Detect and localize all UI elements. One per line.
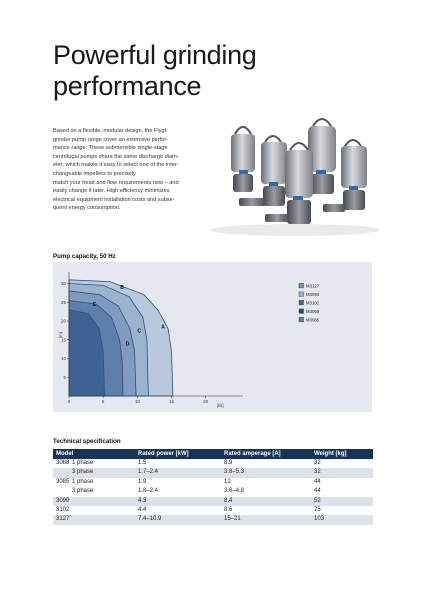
cell-power: 1.5 <box>138 460 147 466</box>
x-tick-label: 20 <box>203 399 209 404</box>
intro-line: centrifugal pumps share the same discharge diam- <box>53 153 179 160</box>
curve-label: E <box>92 302 97 308</box>
cell-amperage: 3.8–5.3 <box>221 468 311 477</box>
curve-label: D <box>125 341 130 348</box>
x-tick-label: 10 <box>134 399 140 404</box>
intro-line: electrical equipment installation costs and subse- <box>53 196 175 203</box>
y-tick-label: 15 <box>60 337 66 343</box>
cell-model: 3 phase <box>72 488 94 495</box>
table-row <box>53 478 373 487</box>
table-row <box>53 459 373 468</box>
y-tick-label: 5 <box>63 374 66 380</box>
cell-model: 3068 1 phase <box>56 460 94 466</box>
spec-title: Technical specification <box>53 438 121 445</box>
curve-label: C <box>137 328 141 335</box>
legend-entry: M3090 <box>306 291 320 297</box>
header-power: Rated power [kW] <box>135 449 221 459</box>
x-tick-label: 0 <box>67 399 71 404</box>
legend-entry: M3068 <box>306 308 320 314</box>
page-title <box>53 40 353 102</box>
legend-swatch <box>299 309 304 314</box>
curve-label: B <box>120 285 124 292</box>
cell-amperage: 8.9 <box>224 460 233 466</box>
intro-line: easily change it later. High efficiency minimizes <box>53 188 170 195</box>
intro-line: mance range. These submersible single-stage <box>53 145 168 152</box>
intro-line: match your head and flow requirements now – and <box>53 179 179 186</box>
intro-line: eter, which makes it easy to select one of the inter- <box>53 162 179 169</box>
table-row <box>53 497 373 506</box>
header-model: Model <box>53 449 135 459</box>
legend-swatch <box>299 317 304 322</box>
cell-power: 1.8–2.4 <box>138 488 159 495</box>
pump-capacity-chart <box>53 262 372 412</box>
cell-amperage: 15–21 <box>221 515 311 524</box>
pump-unit <box>231 127 255 192</box>
page-title-line-1: Powerful grinding <box>53 40 257 70</box>
cell-model: 3085 1 phase <box>56 478 94 485</box>
spec-table-header <box>53 449 373 459</box>
header-weight: Weight [kg] <box>311 449 373 459</box>
cell-power: 1.9 <box>138 478 147 485</box>
cell-amperage: 8.6 <box>224 507 233 514</box>
y-tick-label: 25 <box>60 299 66 305</box>
cell-power: 7.4–10.9 <box>135 515 221 524</box>
legend-entry: M3085 <box>306 317 320 323</box>
y-tick-label: 30 <box>60 281 66 286</box>
cell-model: 3 phase <box>53 468 135 477</box>
pump-product-image <box>195 112 385 237</box>
cell-power: 4.3 <box>135 497 221 506</box>
spec-table <box>53 449 373 525</box>
legend-swatch <box>299 283 304 288</box>
cell-amperage: 8.4 <box>221 497 311 506</box>
table-row <box>53 506 373 515</box>
intro-line: quent energy consumption. <box>53 205 121 212</box>
page-title-line-2: performance <box>53 71 202 101</box>
cell-amperage: 12 <box>224 478 231 485</box>
cell-weight: 32 <box>311 468 373 477</box>
x-axis-label: [l/s] <box>217 403 224 408</box>
intro-line: changeable impellers to precisely <box>53 170 136 177</box>
y-axis-label: [m] <box>58 332 63 338</box>
cell-amperage: 3.6–4.8 <box>224 488 245 495</box>
legend-swatch <box>299 300 304 305</box>
intro-line: grinder pump range cover an extensive perfor- <box>53 136 169 143</box>
cell-power: 4.4 <box>138 507 147 514</box>
cell-power: 1.7–2.4 <box>135 468 221 477</box>
header-amperage: Rated amperage [A] <box>221 449 311 459</box>
legend-swatch <box>299 292 304 297</box>
cell-weight: 44 <box>314 478 321 485</box>
cell-weight: 103 <box>311 515 373 524</box>
x-tick-label: 5 <box>101 399 105 404</box>
legend-entry: M3102 <box>306 300 320 306</box>
cell-model: 3127 <box>53 515 135 524</box>
cell-weight: 32 <box>314 460 321 466</box>
cell-weight: 44 <box>314 488 321 495</box>
cell-model: 3090 <box>53 497 135 506</box>
table-row <box>53 487 373 496</box>
y-tick-label: 20 <box>60 318 66 324</box>
intro-line: Based on a flexible, modular design, the Flygt <box>53 128 167 134</box>
table-row <box>53 468 373 477</box>
table-row <box>53 515 373 524</box>
legend-entry: M3127 <box>306 283 320 289</box>
chart-title: Pump capacity, 50 Hz <box>53 253 116 260</box>
curve-label: A <box>161 324 165 331</box>
cell-weight: 52 <box>311 497 373 506</box>
cell-model: 3102 <box>56 507 70 514</box>
x-tick-label: 15 <box>168 399 175 404</box>
cell-weight: 75 <box>314 507 321 514</box>
y-tick-label: 10 <box>60 356 66 361</box>
